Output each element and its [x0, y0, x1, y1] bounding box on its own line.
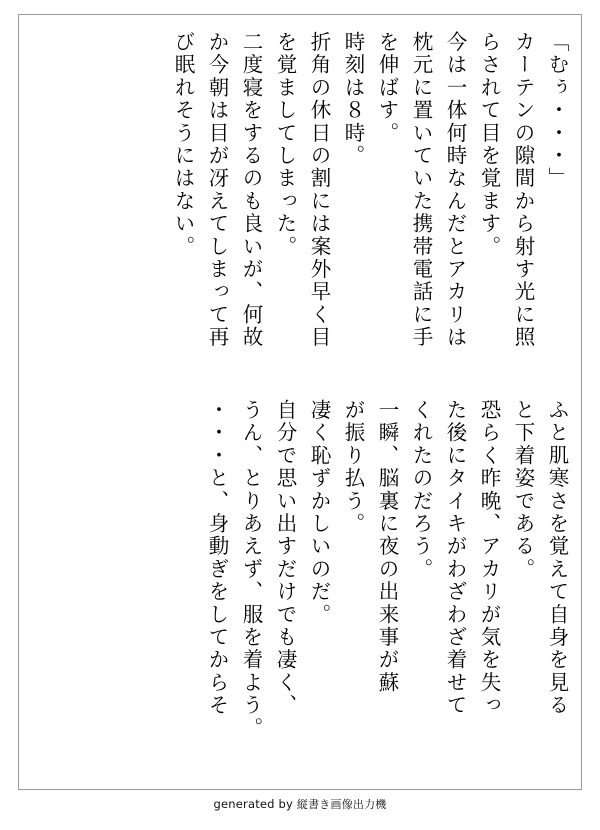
text-column: 今は一体何時なんだとアカリは — [443, 31, 467, 349]
text-column: カーテンの隙間から射す光に照 — [511, 31, 535, 349]
text-column: を覚ましてしまった。 — [273, 31, 297, 258]
text-column: と下着姿である。 — [511, 399, 535, 581]
text-column: 一瞬、脳裏に夜の出来事が蘇 — [375, 399, 399, 695]
text-column: 枕元に置いていた携帯電話に手 — [409, 31, 433, 349]
text-column: 凄く恥ずかしいのだ。 — [307, 399, 331, 626]
vertical-text-block-lower-columns — [19, 15, 581, 789]
text-column: 「むぅ・・・」 — [545, 31, 569, 190]
text-column: び眠れそうにはない。 — [171, 31, 195, 258]
text-column: ・・・と、身動ぎをしてからそ — [205, 399, 229, 717]
paper-sheet — [18, 14, 582, 790]
text-column: 時刻は８時。 — [341, 31, 365, 168]
text-column: 折角の休日の割には案外早く目 — [307, 31, 331, 349]
text-column: か今朝は目が冴えてしまって再 — [205, 31, 229, 349]
footer-prefix: generated by — [213, 797, 297, 811]
text-column: た後にタイキがわざわざ着せて — [443, 399, 467, 717]
text-column: を伸ばす。 — [375, 31, 399, 145]
text-column: 自分で思い出すだけでも凄く、 — [273, 399, 297, 717]
text-column: くれたのだろう。 — [409, 399, 433, 581]
text-column: が振り払う。 — [341, 399, 365, 536]
footer-tool-name: 縦書き画像出力機 — [296, 798, 387, 811]
text-column: ふと肌寒さを覚えて自身を見る — [545, 399, 569, 717]
text-column: 二度寝をするのも良いが、何故 — [239, 31, 263, 349]
text-column: らされて目を覚ます。 — [477, 31, 501, 258]
text-column: うん、とりあえず、服を着よう。 — [239, 399, 263, 740]
text-column: 恐らく昨晩、アカリが気を失っ — [477, 399, 501, 717]
footer-credit — [0, 796, 600, 812]
